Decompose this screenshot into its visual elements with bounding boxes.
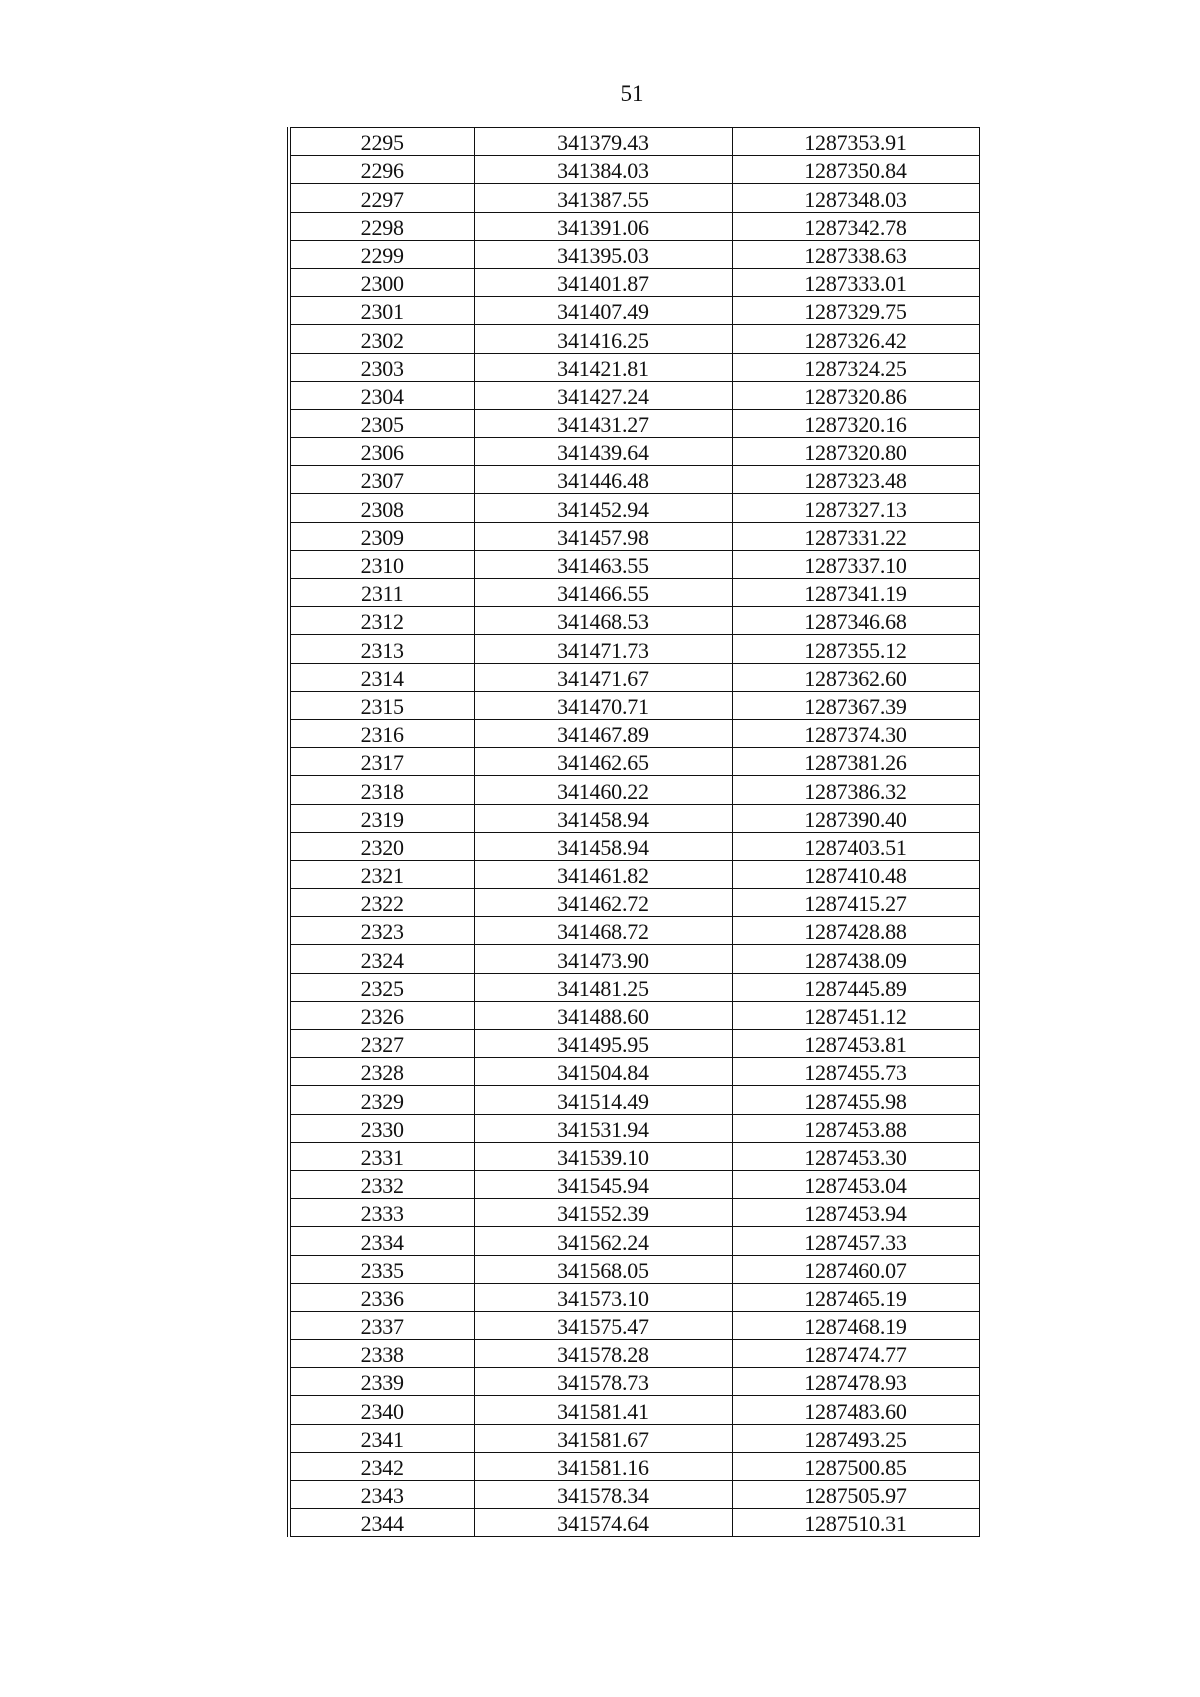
x-coordinate-cell: 341481.25	[474, 973, 732, 1001]
point-number-cell: 2317	[289, 748, 474, 776]
x-coordinate-cell: 341514.49	[474, 1086, 732, 1114]
x-coordinate-cell: 341467.89	[474, 719, 732, 747]
point-number-cell: 2302	[289, 325, 474, 353]
point-number-cell: 2306	[289, 438, 474, 466]
table-row	[289, 804, 979, 832]
table-row	[289, 832, 979, 860]
coordinates-table-body	[289, 128, 979, 1537]
point-number-cell: 2312	[289, 607, 474, 635]
y-coordinate-cell: 1287341.19	[732, 579, 979, 607]
x-coordinate-cell: 341462.65	[474, 748, 732, 776]
table-row	[289, 1340, 979, 1368]
point-number-cell: 2313	[289, 635, 474, 663]
point-number-cell: 2324	[289, 945, 474, 973]
x-coordinate-cell: 341504.84	[474, 1058, 732, 1086]
table-row	[289, 1368, 979, 1396]
x-coordinate-cell: 341461.82	[474, 860, 732, 888]
x-coordinate-cell: 341439.64	[474, 438, 732, 466]
x-coordinate-cell: 341575.47	[474, 1311, 732, 1339]
x-coordinate-cell: 341578.34	[474, 1481, 732, 1509]
point-number-cell: 2329	[289, 1086, 474, 1114]
y-coordinate-cell: 1287355.12	[732, 635, 979, 663]
x-coordinate-cell: 341468.53	[474, 607, 732, 635]
table-row	[289, 691, 979, 719]
table-row	[289, 438, 979, 466]
table-row	[289, 268, 979, 296]
x-coordinate-cell: 341431.27	[474, 409, 732, 437]
y-coordinate-cell: 1287468.19	[732, 1311, 979, 1339]
x-coordinate-cell: 341395.03	[474, 240, 732, 268]
y-coordinate-cell: 1287350.84	[732, 156, 979, 184]
table-row	[289, 240, 979, 268]
x-coordinate-cell: 341384.03	[474, 156, 732, 184]
y-coordinate-cell: 1287367.39	[732, 691, 979, 719]
point-number-cell: 2338	[289, 1340, 474, 1368]
x-coordinate-cell: 341581.41	[474, 1396, 732, 1424]
x-coordinate-cell: 341391.06	[474, 212, 732, 240]
x-coordinate-cell: 341495.95	[474, 1030, 732, 1058]
coordinates-table	[287, 127, 980, 1537]
y-coordinate-cell: 1287500.85	[732, 1452, 979, 1480]
y-coordinate-cell: 1287445.89	[732, 973, 979, 1001]
y-coordinate-cell: 1287460.07	[732, 1255, 979, 1283]
table-row	[289, 860, 979, 888]
y-coordinate-cell: 1287428.88	[732, 917, 979, 945]
table-row	[289, 1481, 979, 1509]
point-number-cell: 2328	[289, 1058, 474, 1086]
x-coordinate-cell: 341552.39	[474, 1199, 732, 1227]
y-coordinate-cell: 1287483.60	[732, 1396, 979, 1424]
y-coordinate-cell: 1287381.26	[732, 748, 979, 776]
point-number-cell: 2322	[289, 889, 474, 917]
table-row	[289, 1452, 979, 1480]
y-coordinate-cell: 1287324.25	[732, 353, 979, 381]
y-coordinate-cell: 1287333.01	[732, 268, 979, 296]
point-number-cell: 2298	[289, 212, 474, 240]
table-row	[289, 212, 979, 240]
table-row	[289, 1058, 979, 1086]
point-number-cell: 2315	[289, 691, 474, 719]
point-number-cell: 2321	[289, 860, 474, 888]
point-number-cell: 2336	[289, 1283, 474, 1311]
page-number: 51	[620, 81, 644, 106]
x-coordinate-cell: 341387.55	[474, 184, 732, 212]
point-number-cell: 2297	[289, 184, 474, 212]
point-number-cell: 2332	[289, 1170, 474, 1198]
point-number-cell: 2331	[289, 1142, 474, 1170]
y-coordinate-cell: 1287348.03	[732, 184, 979, 212]
point-number-cell: 2299	[289, 240, 474, 268]
point-number-cell: 2342	[289, 1452, 474, 1480]
table-row	[289, 635, 979, 663]
table-row	[289, 494, 979, 522]
point-number-cell: 2300	[289, 268, 474, 296]
table-row	[289, 1030, 979, 1058]
y-coordinate-cell: 1287453.81	[732, 1030, 979, 1058]
y-coordinate-cell: 1287403.51	[732, 832, 979, 860]
x-coordinate-cell: 341581.67	[474, 1424, 732, 1452]
x-coordinate-cell: 341581.16	[474, 1452, 732, 1480]
x-coordinate-cell: 341407.49	[474, 297, 732, 325]
x-coordinate-cell: 341574.64	[474, 1509, 732, 1537]
table-row	[289, 1283, 979, 1311]
point-number-cell: 2316	[289, 719, 474, 747]
table-row	[289, 1424, 979, 1452]
x-coordinate-cell: 341488.60	[474, 1001, 732, 1029]
y-coordinate-cell: 1287453.30	[732, 1142, 979, 1170]
y-coordinate-cell: 1287453.94	[732, 1199, 979, 1227]
table-row	[289, 156, 979, 184]
table-row	[289, 579, 979, 607]
x-coordinate-cell: 341463.55	[474, 550, 732, 578]
point-number-cell: 2318	[289, 776, 474, 804]
table-row	[289, 297, 979, 325]
y-coordinate-cell: 1287342.78	[732, 212, 979, 240]
x-coordinate-cell: 341470.71	[474, 691, 732, 719]
table-row	[289, 1255, 979, 1283]
point-number-cell: 2308	[289, 494, 474, 522]
table-row	[289, 1227, 979, 1255]
y-coordinate-cell: 1287320.16	[732, 409, 979, 437]
x-coordinate-cell: 341468.72	[474, 917, 732, 945]
table-row	[289, 1509, 979, 1537]
y-coordinate-cell: 1287331.22	[732, 522, 979, 550]
table-row	[289, 381, 979, 409]
y-coordinate-cell: 1287505.97	[732, 1481, 979, 1509]
table-row	[289, 973, 979, 1001]
table-row	[289, 1170, 979, 1198]
point-number-cell: 2301	[289, 297, 474, 325]
point-number-cell: 2344	[289, 1509, 474, 1537]
x-coordinate-cell: 341473.90	[474, 945, 732, 973]
point-number-cell: 2341	[289, 1424, 474, 1452]
point-number-cell: 2325	[289, 973, 474, 1001]
table-row	[289, 128, 979, 156]
table-row	[289, 748, 979, 776]
x-coordinate-cell: 341568.05	[474, 1255, 732, 1283]
table-row	[289, 325, 979, 353]
table-row	[289, 607, 979, 635]
x-coordinate-cell: 341573.10	[474, 1283, 732, 1311]
table-row	[289, 776, 979, 804]
y-coordinate-cell: 1287453.88	[732, 1114, 979, 1142]
y-coordinate-cell: 1287338.63	[732, 240, 979, 268]
y-coordinate-cell: 1287457.33	[732, 1227, 979, 1255]
y-coordinate-cell: 1287327.13	[732, 494, 979, 522]
y-coordinate-cell: 1287326.42	[732, 325, 979, 353]
y-coordinate-cell: 1287493.25	[732, 1424, 979, 1452]
x-coordinate-cell: 341379.43	[474, 128, 732, 156]
point-number-cell: 2305	[289, 409, 474, 437]
y-coordinate-cell: 1287410.48	[732, 860, 979, 888]
table-row	[289, 917, 979, 945]
x-coordinate-cell: 341471.73	[474, 635, 732, 663]
x-coordinate-cell: 341462.72	[474, 889, 732, 917]
x-coordinate-cell: 341452.94	[474, 494, 732, 522]
table-row	[289, 663, 979, 691]
point-number-cell: 2320	[289, 832, 474, 860]
x-coordinate-cell: 341471.67	[474, 663, 732, 691]
table-row	[289, 1396, 979, 1424]
y-coordinate-cell: 1287390.40	[732, 804, 979, 832]
table-row	[289, 1142, 979, 1170]
point-number-cell: 2310	[289, 550, 474, 578]
point-number-cell: 2304	[289, 381, 474, 409]
table-row	[289, 719, 979, 747]
point-number-cell: 2327	[289, 1030, 474, 1058]
y-coordinate-cell: 1287353.91	[732, 128, 979, 156]
point-number-cell: 2295	[289, 128, 474, 156]
table-row	[289, 550, 979, 578]
y-coordinate-cell: 1287415.27	[732, 889, 979, 917]
y-coordinate-cell: 1287510.31	[732, 1509, 979, 1537]
table-row	[289, 1001, 979, 1029]
point-number-cell: 2303	[289, 353, 474, 381]
point-number-cell: 2335	[289, 1255, 474, 1283]
table-row	[289, 1199, 979, 1227]
y-coordinate-cell: 1287386.32	[732, 776, 979, 804]
y-coordinate-cell: 1287320.86	[732, 381, 979, 409]
point-number-cell: 2319	[289, 804, 474, 832]
x-coordinate-cell: 341539.10	[474, 1142, 732, 1170]
x-coordinate-cell: 341427.24	[474, 381, 732, 409]
y-coordinate-cell: 1287465.19	[732, 1283, 979, 1311]
table-row	[289, 522, 979, 550]
y-coordinate-cell: 1287329.75	[732, 297, 979, 325]
y-coordinate-cell: 1287455.98	[732, 1086, 979, 1114]
table-row	[289, 945, 979, 973]
point-number-cell: 2339	[289, 1368, 474, 1396]
y-coordinate-cell: 1287453.04	[732, 1170, 979, 1198]
point-number-cell: 2309	[289, 522, 474, 550]
y-coordinate-cell: 1287346.68	[732, 607, 979, 635]
x-coordinate-cell: 341578.28	[474, 1340, 732, 1368]
y-coordinate-cell: 1287478.93	[732, 1368, 979, 1396]
table-row	[289, 184, 979, 212]
x-coordinate-cell: 341460.22	[474, 776, 732, 804]
point-number-cell: 2296	[289, 156, 474, 184]
x-coordinate-cell: 341401.87	[474, 268, 732, 296]
point-number-cell: 2314	[289, 663, 474, 691]
point-number-cell: 2326	[289, 1001, 474, 1029]
point-number-cell: 2333	[289, 1199, 474, 1227]
table-row	[289, 1311, 979, 1339]
x-coordinate-cell: 341562.24	[474, 1227, 732, 1255]
y-coordinate-cell: 1287320.80	[732, 438, 979, 466]
y-coordinate-cell: 1287337.10	[732, 550, 979, 578]
table-row	[289, 1086, 979, 1114]
y-coordinate-cell: 1287451.12	[732, 1001, 979, 1029]
y-coordinate-cell: 1287438.09	[732, 945, 979, 973]
point-number-cell: 2323	[289, 917, 474, 945]
point-number-cell: 2307	[289, 466, 474, 494]
point-number-cell: 2311	[289, 579, 474, 607]
y-coordinate-cell: 1287474.77	[732, 1340, 979, 1368]
table-row	[289, 889, 979, 917]
point-number-cell: 2340	[289, 1396, 474, 1424]
x-coordinate-cell: 341421.81	[474, 353, 732, 381]
y-coordinate-cell: 1287323.48	[732, 466, 979, 494]
table-row	[289, 466, 979, 494]
x-coordinate-cell: 341545.94	[474, 1170, 732, 1198]
x-coordinate-cell: 341446.48	[474, 466, 732, 494]
x-coordinate-cell: 341466.55	[474, 579, 732, 607]
point-number-cell: 2343	[289, 1481, 474, 1509]
point-number-cell: 2334	[289, 1227, 474, 1255]
y-coordinate-cell: 1287455.73	[732, 1058, 979, 1086]
table-row	[289, 1114, 979, 1142]
table-row	[289, 409, 979, 437]
x-coordinate-cell: 341578.73	[474, 1368, 732, 1396]
x-coordinate-cell: 341457.98	[474, 522, 732, 550]
table-row	[289, 353, 979, 381]
y-coordinate-cell: 1287362.60	[732, 663, 979, 691]
x-coordinate-cell: 341416.25	[474, 325, 732, 353]
y-coordinate-cell: 1287374.30	[732, 719, 979, 747]
point-number-cell: 2337	[289, 1311, 474, 1339]
point-number-cell: 2330	[289, 1114, 474, 1142]
x-coordinate-cell: 341531.94	[474, 1114, 732, 1142]
x-coordinate-cell: 341458.94	[474, 832, 732, 860]
x-coordinate-cell: 341458.94	[474, 804, 732, 832]
